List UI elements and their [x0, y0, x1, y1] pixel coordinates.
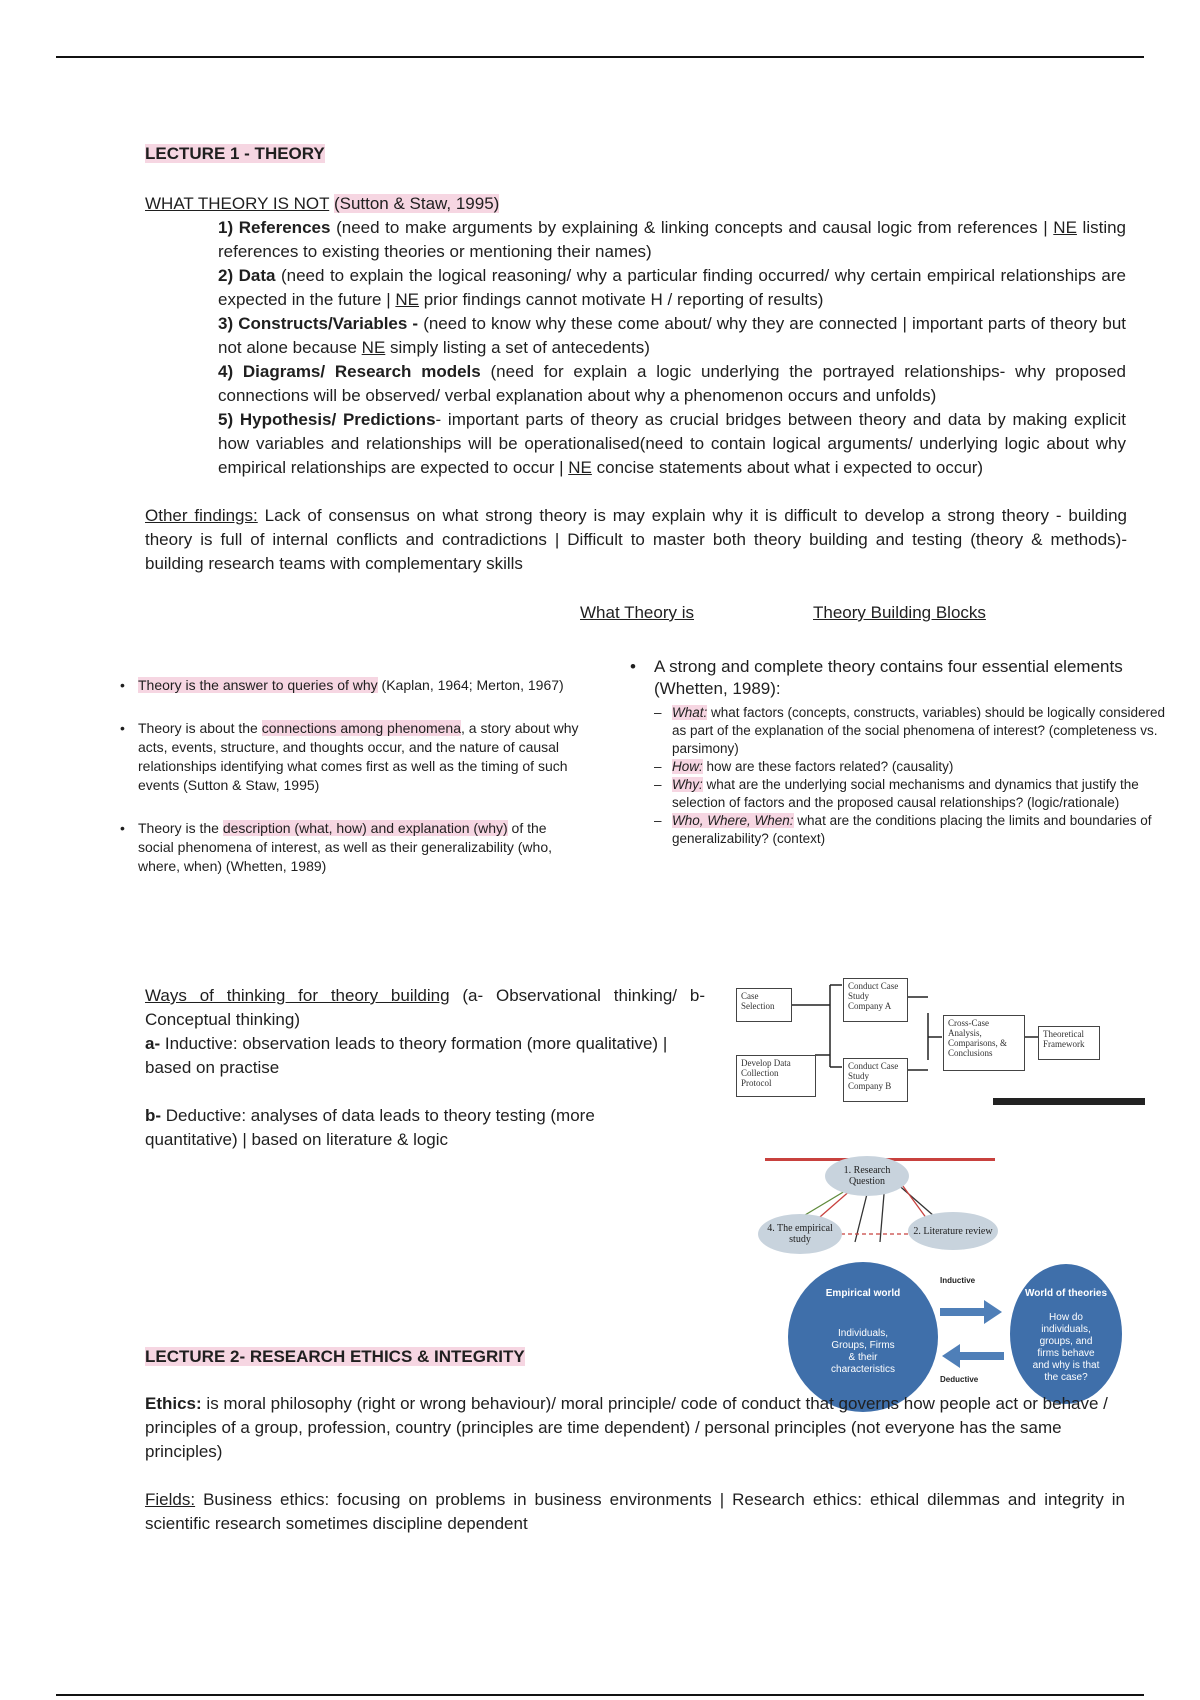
- left-bullet: • Theory is the answer to queries of why (Kaplan, 1964; Merton, 1967): [120, 677, 564, 693]
- cross-case-box: Cross-Case Analysis, Comparisons, & Conclusions: [943, 1015, 1025, 1071]
- right-block: [630, 656, 1170, 848]
- not-list: [218, 216, 1126, 480]
- deductive-label: Deductive: [940, 1375, 979, 1384]
- not-item: 2) Data (need to explain the logical reasoning/ why a particular finding occurred/ why certain empirical relationships are expected in the future | NE prior findings cannot motivate H / reporting of results): [218, 266, 1126, 309]
- element-item: – Who, Where, When: what are the conditions placing the limits and boundaries of generalizability? (context): [654, 813, 1152, 846]
- ways-of-thinking: Ways of thinking for theory building (a- Observational thinking/ b- Conceptual thinking): [145, 986, 705, 1029]
- element-item: – Why: what are the underlying social mechanisms and dynamics that justify the selection of factors and the proposed causal relationships? (logic/rationale): [654, 777, 1139, 810]
- literature-review-ellipse: 2. Literature review: [908, 1212, 998, 1250]
- what-theory-is-not-title: WHAT THEORY IS NOT (Sutton & Staw, 1995): [145, 194, 500, 213]
- left-bullet: • Theory is about the connections among phenomena, a story about why acts, events, structure, and thoughts occur, and the nature of causal relationships identifying what comes first as well as the timing of such events (Sutton & Staw, 1995): [120, 720, 579, 793]
- what-theory-is-label: What Theory is: [580, 603, 695, 622]
- top-rule: [56, 56, 1144, 58]
- element-item: – How: how are these factors related? (causality): [654, 759, 954, 774]
- research-question-ellipse: 1. Research Question: [825, 1156, 909, 1196]
- ethics-paragraph: Ethics: is moral philosophy (right or wrong behaviour)/ moral principle/ code of conduct that governs how people act or behave / principles of a group, profession, country (principles are time dependent) / personal principles (not everyone has the same principles): [145, 1394, 1108, 1461]
- develop-protocol-box: Develop Data Collection Protocol: [736, 1055, 816, 1097]
- induction-arrows: [936, 1296, 1008, 1376]
- inductive-text: a- Inductive: observation leads to theory formation (more qualitative) | based on practise: [145, 1034, 668, 1077]
- empirical-study-ellipse: 4. The empirical study: [758, 1214, 842, 1254]
- deductive-text: b- Deductive: analyses of data leads to theory testing (more quantitative) | based on literature & logic: [145, 1106, 595, 1149]
- not-item: 3) Constructs/Variables - (need to know why these come about/ why they are connected | important parts of theory but not alone because NE simply listing a set of antecedents): [218, 314, 1126, 357]
- bottom-rule: [56, 1694, 1144, 1696]
- empirical-world-circle: Empirical world Individuals, Groups, Firms & their characteristics: [788, 1262, 938, 1412]
- theory-building-blocks-label: Theory Building Blocks: [813, 603, 986, 622]
- other-findings: Other findings: Lack of consensus on what strong theory is may explain why it is difficult to develop a strong theory - building theory is full of internal conflicts and contradictions | Difficult to master both theory building and testing (theory & methods)- building research teams with complementary skills: [145, 506, 1127, 573]
- element-item: – What: what factors (concepts, constructs, variables) should be logically considered as part of the explanation of the social phenomena of interest? (completeness vs. parsimony): [654, 705, 1165, 756]
- left-bullet: • Theory is the description (what, how) and explanation (why) of the social phenomena of interest, as well as their generalizability (who, where, when) (Whetten, 1989): [120, 820, 552, 874]
- not-item: 5) Hypothesis/ Predictions- important parts of theory as crucial bridges between theory and data by making explicit how variables and relationships will be operationalised(need to contain logical arguments/ underlying logic about why empirical relationships are expected to occur | NE concise statements about what i expected to occur): [218, 410, 1126, 477]
- study-a-box: Conduct Case Study Company A: [843, 978, 908, 1022]
- not-item: 1) References (need to make arguments by explaining & linking concepts and causal logic from references | NE listing references to existing theories or mentioning their names): [218, 218, 1127, 261]
- inductive-label: Inductive: [940, 1276, 976, 1285]
- right-intro: • A strong and complete theory contains four essential elements (Whetten, 1989):: [630, 657, 1123, 698]
- not-item: 4) Diagrams/ Research models (need for explain a logic underlying the portrayed relationships- why proposed connections will be observed/ verbal explanation about why a phenomenon occurs and unfolds): [218, 362, 1126, 405]
- lecture2-heading: LECTURE 2- RESEARCH ETHICS & INTEGRITY: [145, 1347, 525, 1366]
- case-selection-box: Case Selection: [736, 988, 792, 1022]
- left-bullets: [120, 676, 580, 876]
- study-b-box: Conduct Case Study Company B: [843, 1058, 908, 1102]
- fields-paragraph: Fields: Business ethics: focusing on problems in business environments | Research ethics: ethical dilemmas and integrity in scientific research sometimes discipline dependent: [145, 1490, 1125, 1533]
- world-of-theories-circle: World of theories How do individuals, groups, and firms behave and why is that the case?: [1010, 1264, 1122, 1404]
- theoretical-framework-box: Theoretical Framework: [1038, 1026, 1100, 1060]
- lecture1-heading: LECTURE 1 - THEORY: [145, 144, 325, 163]
